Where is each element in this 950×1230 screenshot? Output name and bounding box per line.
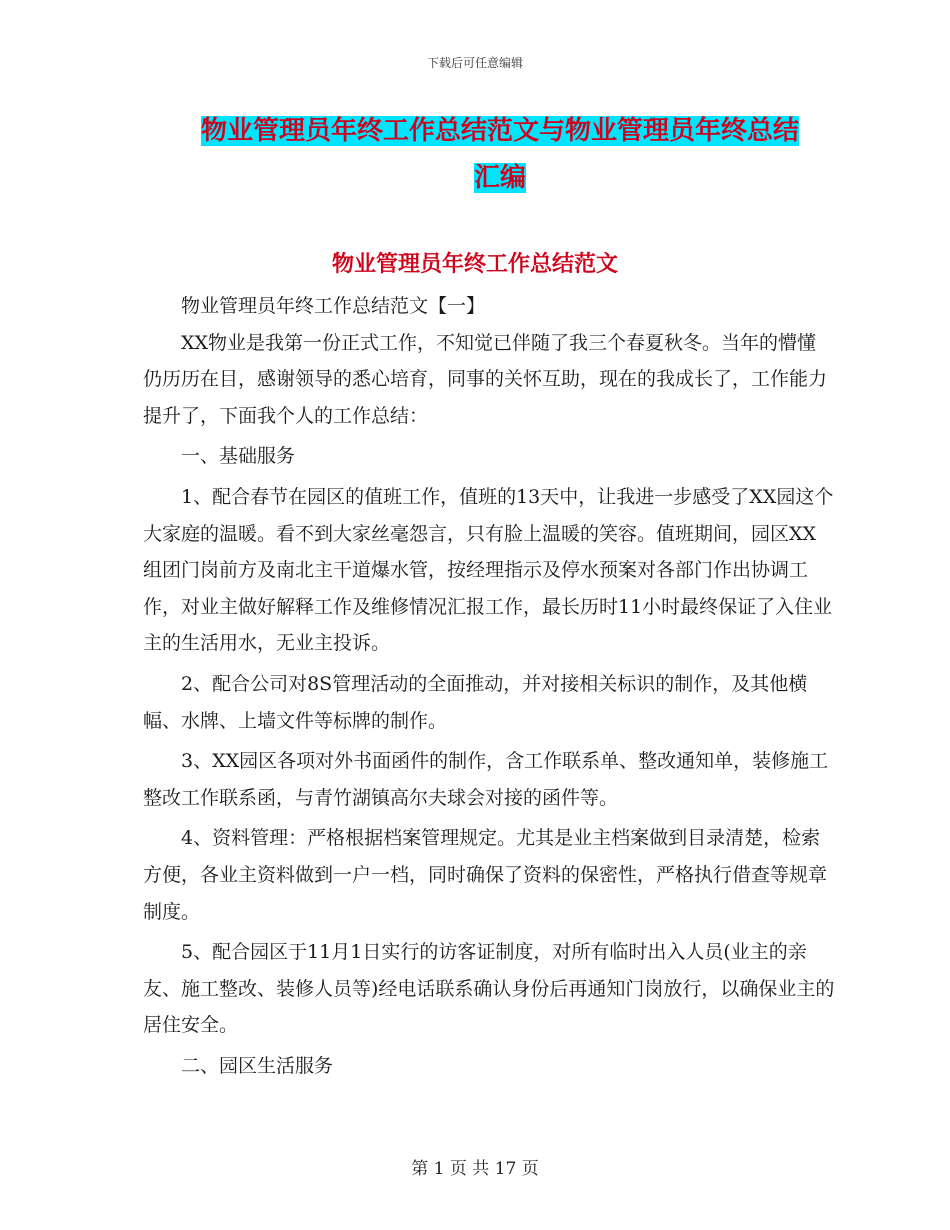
paragraph: 3、XX园区各项对外书面函件的制作，含工作联系单、整改通知单，装修施工整改工作联系函，与青竹湖镇高尔夫球会对接的函件等。 <box>143 750 829 809</box>
paragraph: XX物业是我第一份正式工作，不知觉已伴随了我三个春夏秋冬。当年的懵懂仍历历在目，感谢领导的悉心培育，同事的关怀互助，现在的我成长了，工作能力提升了，下面我个人的工作总结： <box>143 331 828 427</box>
document-body <box>143 288 835 1084</box>
section-title: 物业管理员年终工作总结范文 <box>331 252 618 277</box>
header-note: 下载后可任意编辑 <box>426 56 523 70</box>
document-title-line-2: 汇编 <box>473 163 526 193</box>
paragraph: 5、配合园区于11月1日实行的访客证制度，对所有临时出入人员(业主的亲友、施工整改、装修人员等)经电话联系确认身份后再通知门岗放行，以确保业主的居住安全。 <box>143 941 835 1037</box>
paragraph: 1、配合春节在园区的值班工作，值班的13天中，让我进一步感受了XX园这个大家庭的温暖。看不到大家丝毫怨言，只有脸上温暖的笑容。值班期间，园区XX组团门岗前方及南北主干道爆水管，按经理指示及停水预案对各部门作出协调工作，对业主做好解释工作及维修情况汇报工作，最长历时11小时最终保证了入住业主的生活用水，无业主投诉。 <box>143 485 834 655</box>
page-number: 第 1 页 共 17 页 <box>411 1159 539 1179</box>
paragraph: 2、配合公司对8S管理活动的全面推动，并对接相关标识的制作，及其他横幅、水牌、上墙文件等标牌的制作。 <box>143 672 808 732</box>
paragraph: 4、资料管理：严格根据档案管理规定。尤其是业主档案做到目录清楚，检索方便，各业主资料做到一户一档，同时确保了资料的保密性，严格执行借查等规章制度。 <box>143 827 828 923</box>
document-title <box>140 108 860 202</box>
paragraph: 物业管理员年终工作总结范文【一】 <box>181 295 486 317</box>
paragraph: 二、园区生活服务 <box>181 1054 334 1077</box>
paragraph: 一、基础服务 <box>181 445 296 468</box>
document-title-line-1: 物业管理员年终工作总结范文与物业管理员年终总结 <box>200 116 799 146</box>
